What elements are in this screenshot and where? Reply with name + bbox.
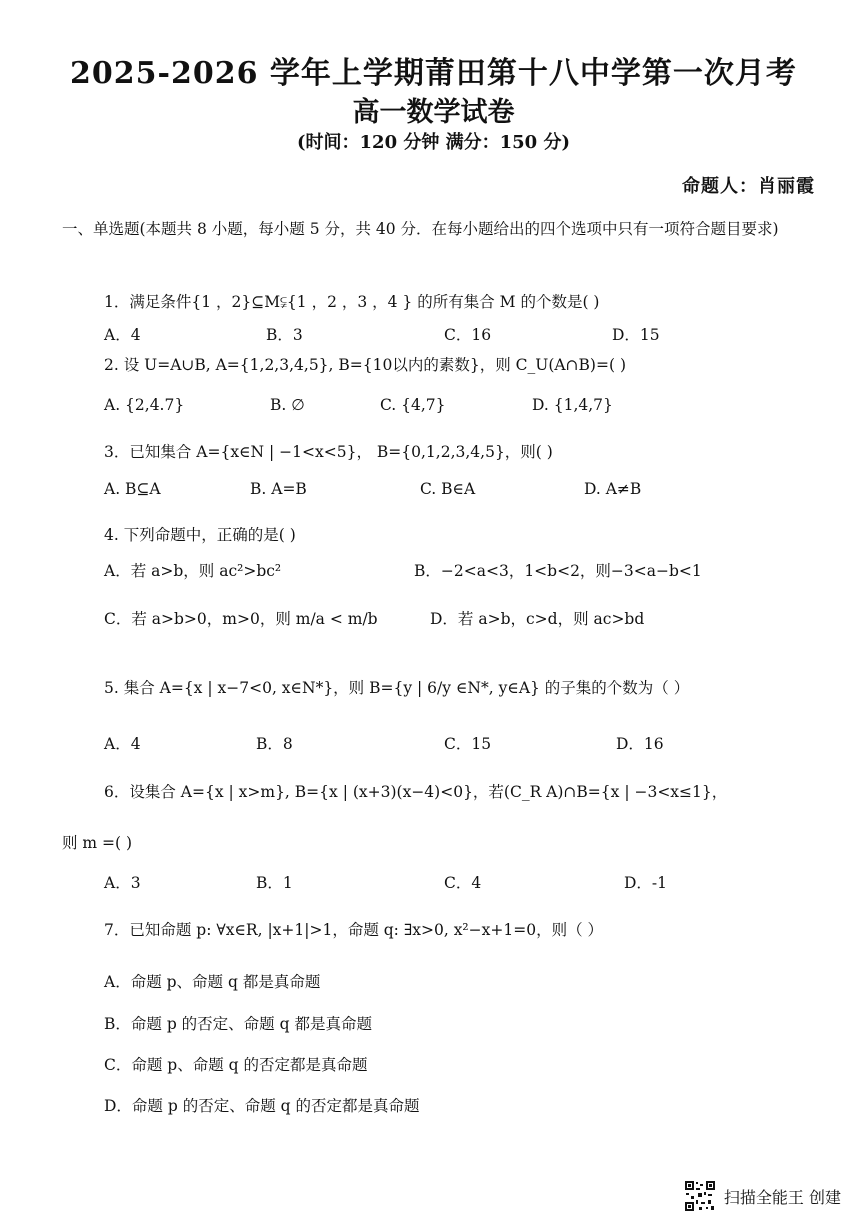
question-7-option-d: D．命题 p 的否定、命题 q 的否定都是真命题 (104, 1097, 420, 1115)
question-1-stem: 1．满足条件{1 ，2}⊆M⫋{1 ，2 ，3 ，4 } 的所有集合 M 的个数是( ) (104, 293, 600, 311)
question-6-stem-continued: 则 m =( ) (62, 834, 133, 852)
question-5-stem: 5. 集合 A={x | x−7<0, x∈N*}，则 B={y | 6/y ∈N*, y∈A} 的子集的个数为（ ） (104, 679, 690, 697)
option-b: B. ∅ (270, 396, 305, 414)
question-4-options-row1 (104, 559, 824, 583)
question-7-option-c: C．命题 p、命题 q 的否定都是真命题 (104, 1056, 368, 1074)
option-d: D. A≠B (584, 480, 642, 498)
option-b: B．1 (256, 874, 293, 892)
question-6-options (104, 871, 824, 895)
option-c: C. {4,7} (380, 396, 446, 414)
option-c: C．4 (444, 874, 482, 892)
exam-subtitle: 高一数学试卷 (352, 97, 515, 128)
question-3-options (104, 480, 824, 504)
question-4-options-row2 (104, 607, 824, 631)
question-1-options (104, 323, 824, 347)
question-6-stem: 6．设集合 A={x | x>m}, B={x | (x+3)(x−4)<0}，若(C_R A)∩B={x | −3<x≤1}， (104, 783, 728, 801)
option-b: B．−2<a<3，1<b<2，则−3<a−b<1 (414, 562, 702, 580)
option-c: C．若 a>b>0，m>0，则 m/a < m/b (104, 610, 378, 628)
option-a: A. B⊆A (104, 480, 161, 498)
question-5-options (104, 732, 824, 756)
option-d: D. {1,4,7} (532, 396, 613, 414)
option-c: C．15 (444, 735, 492, 753)
question-7-option-b: B．命题 p 的否定、命题 q 都是真命题 (104, 1015, 372, 1033)
exam-title: 2025-2026 学年上学期莆田第十八中学第一次月考 (70, 56, 797, 91)
option-d: D．15 (612, 326, 660, 344)
question-7-option-a: A．命题 p、命题 q 都是真命题 (104, 973, 321, 991)
qr-code-icon (684, 1180, 716, 1212)
option-d: D．16 (616, 735, 664, 753)
option-c: C. B∈A (420, 480, 476, 498)
author-line: 命题人：肖丽霞 (682, 176, 815, 197)
option-b: B. A=B (250, 480, 307, 498)
option-a: A．若 a>b，则 ac²>bc² (104, 562, 282, 580)
scanner-brand-text: 扫描全能王 创建 (723, 1187, 841, 1207)
option-a: A. {2,4.7} (104, 396, 185, 414)
option-c: C．16 (444, 326, 492, 344)
option-d: D．-1 (624, 874, 668, 892)
option-d: D．若 a>b，c>d，则 ac>bd (430, 610, 645, 628)
option-b: B．8 (256, 735, 293, 753)
question-2-stem: 2. 设 U=A∪B, A={1,2,3,4,5}, B={10以内的素数}，则 C_U(A∩B)=( ) (104, 356, 626, 374)
option-b: B．3 (266, 326, 303, 344)
question-2-options (104, 396, 824, 420)
option-a: A．3 (104, 874, 141, 892)
question-4-stem: 4. 下列命题中，正确的是( ) (104, 526, 296, 544)
section-heading: 一、单选题(本题共 8 小题，每小题 5 分，共 40 分．在每小题给出的四个选项中只有一项符合题目要求) (62, 220, 779, 238)
option-a: A．4 (104, 735, 141, 753)
option-a: A．4 (104, 326, 141, 344)
time-and-score-info: (时间：120 分钟 满分：150 分) (297, 132, 570, 153)
question-7-stem: 7．已知命题 p: ∀x∈R, |x+1|>1，命题 q: ∃x>0, x²−x+1=0，则（ ） (104, 921, 603, 939)
scanner-watermark (684, 1180, 841, 1212)
question-3-stem: 3．已知集合 A={x∈N | −1<x<5}， B={0,1,2,3,4,5}，则( ) (104, 443, 553, 461)
